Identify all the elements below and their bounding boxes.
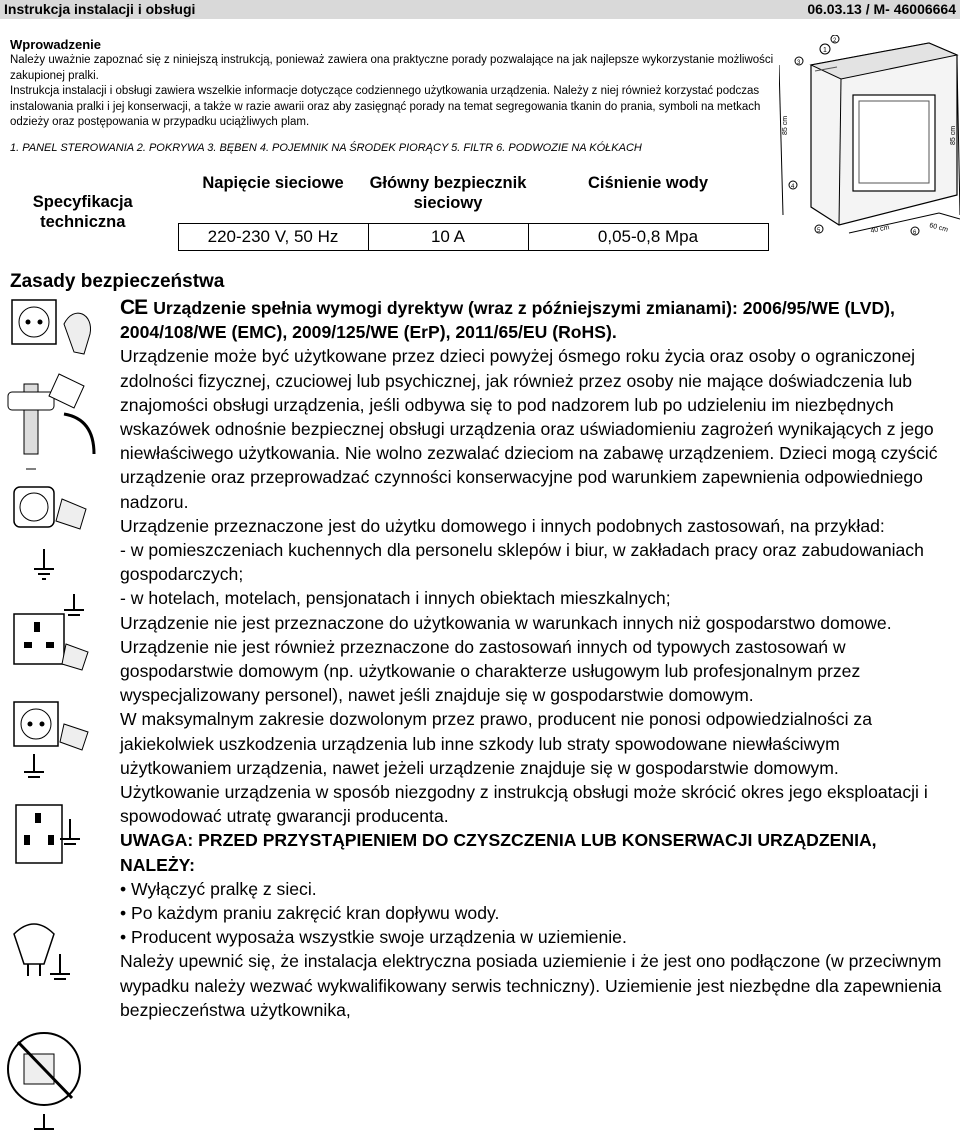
plug-ground-icon	[14, 924, 70, 979]
document-code: 06.03.13 / M- 46006664	[807, 1, 956, 17]
intro-heading: Wprowadzenie	[10, 37, 102, 52]
grounded-plug-icon	[14, 487, 86, 579]
diagram-dim-width: 40 cm	[869, 224, 891, 235]
diagram-number-3: 3	[797, 60, 801, 66]
parts-list: 1. PANEL STEROWANIA 2. POKRYWA 3. BĘBEN 4. POJEMNIK NA ŚRODEK PIORĄCY 5. FILTR 6. PODWOZIE NA KÓŁKACH	[10, 141, 642, 154]
safety-paragraph-2: Urządzenie przeznaczone jest do użytku domowego i innych podobnych zastosowań, na przykład:	[120, 515, 885, 536]
safety-icons-column	[4, 294, 114, 1141]
diagram-dim-depth: 60 cm	[928, 222, 949, 234]
spec-value-fuse: 10 A	[368, 224, 528, 251]
schuko-socket-icon	[14, 702, 88, 777]
diagram-number-2: 2	[833, 38, 837, 44]
intro-paragraph-1: Należy uważnie zapoznać się z niniejszą instrukcją, ponieważ zawiera ona praktyczne porady pozwalające na jak najlepsze wykorzystanie możliwości zakupionej pralki.	[10, 54, 774, 82]
safety-paragraph-5: Urządzenie nie jest przeznaczone do użytkowania w warunkach innych niż gospodarstwo domowe. Urządzenie nie jest również przeznaczone do zastosowań innych od typowych zastosowań w gospodarstwie domowym (np. użytkowanie o charakterze usługowym lub profesjonalnym przez wyspecjalizowany personel), nawet jeśli znajduje się w gospodarstwie domowym.	[120, 612, 892, 706]
diagram-dim-height: 85 cm	[782, 115, 789, 135]
safety-paragraph-6: W maksymalnym zakresie dozwolonym przez prawo, producent nie ponosi odpowiedzialności za jakiekolwiek uszkodzenia urządzenia lub inne szkody lub straty spowodowane niewłaściwym użytkowaniem urządzenia, nawet jeżeli urządzenie znajduje się w gospodarstwie domowym.	[120, 709, 872, 778]
intro-paragraph-2: Instrukcja instalacji i obsługi zawiera wszelkie informacje dotyczące codziennego użytkowania urządzenia. Należy z niej również korzystać podczas instalowania pralki i jej konserwacji, a także w razie awarii oraz aby zasięgnąć porady na temat segregowania tkanin do prania, symboli na metkach odzieży oraz postępowania w przypadku uciążliwych plam.	[10, 85, 761, 128]
spec-header-pressure: Ciśnienie wody	[587, 174, 709, 192]
ce-text: Urządzenie spełnia wymogi dyrektyw (wraz z późniejszymi zmianami): 2006/95/WE (LVD), 2004/108/WE (EMC), 2009/125/WE (ErP), 2011/65/EU (RoHS).	[120, 298, 895, 343]
safety-paragraph-last: Należy upewnić się, że instalacja elektryczna posiada uziemienie i że jest ono podłączone (w przeciwnym wypadku należy wezwać wykwalifikowany serwis techniczny). Uziemienie jest niezbędne dla zapewnienia bezpieczeństwa użytkownika,	[120, 951, 942, 1020]
diagram-number-1: 1	[823, 47, 827, 54]
warning-heading: UWAGA: PRZED PRZYSTĄPIENIEM DO CZYSZCZENIA LUB KONSERWACJI URZĄDZENIA, NALEŻY:	[120, 830, 877, 875]
water-tap-icon	[8, 374, 94, 469]
spec-label: Specyfikacja techniczna	[32, 192, 133, 231]
safety-body	[120, 296, 952, 1022]
spec-value-voltage: 220-230 V, 50 Hz	[178, 224, 368, 251]
bullet-2: • Po każdym praniu zakręcić kran dopływu wody.	[120, 903, 500, 924]
spec-table	[0, 173, 769, 251]
safety-title: Zasady bezpieczeństwa	[10, 271, 225, 292]
washing-machine-diagram	[779, 35, 960, 245]
diagram-number-6: 6	[913, 230, 917, 236]
document-title: Instrukcja instalacji i obsługi	[4, 1, 196, 17]
uk-socket-icon	[14, 594, 88, 670]
header-bar	[0, 0, 960, 19]
spec-value-pressure: 0,05-0,8 Mpa	[528, 224, 768, 251]
safety-paragraph-7: Użytkowanie urządzenia w sposób niezgodny z instrukcją obsługi może skrócić okres jego eksploatacji i spowodować utratę gwarancji producenta.	[120, 782, 928, 827]
diagram-number-4: 4	[791, 184, 795, 190]
ce-statement	[120, 296, 952, 344]
grounded-outlet-icon	[16, 805, 80, 863]
intro-section	[10, 37, 775, 156]
safety-paragraph-4: - w hotelach, motelach, pensjonatach i innych obiektach mieszkalnych;	[120, 588, 671, 609]
no-extension-icon	[8, 1033, 80, 1129]
safety-paragraph-3: - w pomieszczeniach kuchennych dla personelu sklepów i biur, w zakładach pracy oraz zabudowaniach gospodarczych;	[120, 540, 924, 585]
diagram-dim-height-2: 85 cm	[950, 125, 957, 145]
safety-paragraph-1: Urządzenie może być użytkowane przez dzieci powyżej ósmego roku życia oraz osoby o ograniczonej zdolności fizycznej, czuciowej lub psychicznej, jak również przez osoby nie mające doświadczenia lub znajomości obsługi urządzenia, jeśli odbywa się to pod nadzorem lub po udzieleniu im niezbędnych wskazówek odnośnie bezpiecznej obsługi urządzenia oraz uświadomieniu zagrożeń wynikających z jego niewłaściwego użytkowania. Nie wolno zezwalać dzieciom na zabawę urządzeniem. Dzieci mogą czyścić urządzenie oraz przeprowadzać czynności konserwacyjne pod warunkiem zapewnienia odpowiedniego nadzoru.	[120, 346, 938, 512]
unplug-socket-icon	[12, 300, 91, 354]
ce-mark-icon: CE	[120, 296, 148, 319]
spec-header-fuse: Główny bezpiecznik sieciowy	[369, 174, 527, 212]
bullet-3: • Producent wyposaża wszystkie swoje urządzenia w uziemienie.	[120, 927, 627, 948]
diagram-number-5: 5	[817, 228, 821, 234]
bullet-1: • Wyłączyć pralkę z sieci.	[120, 878, 317, 899]
spec-header-voltage: Napięcie sieciowe	[202, 174, 344, 192]
